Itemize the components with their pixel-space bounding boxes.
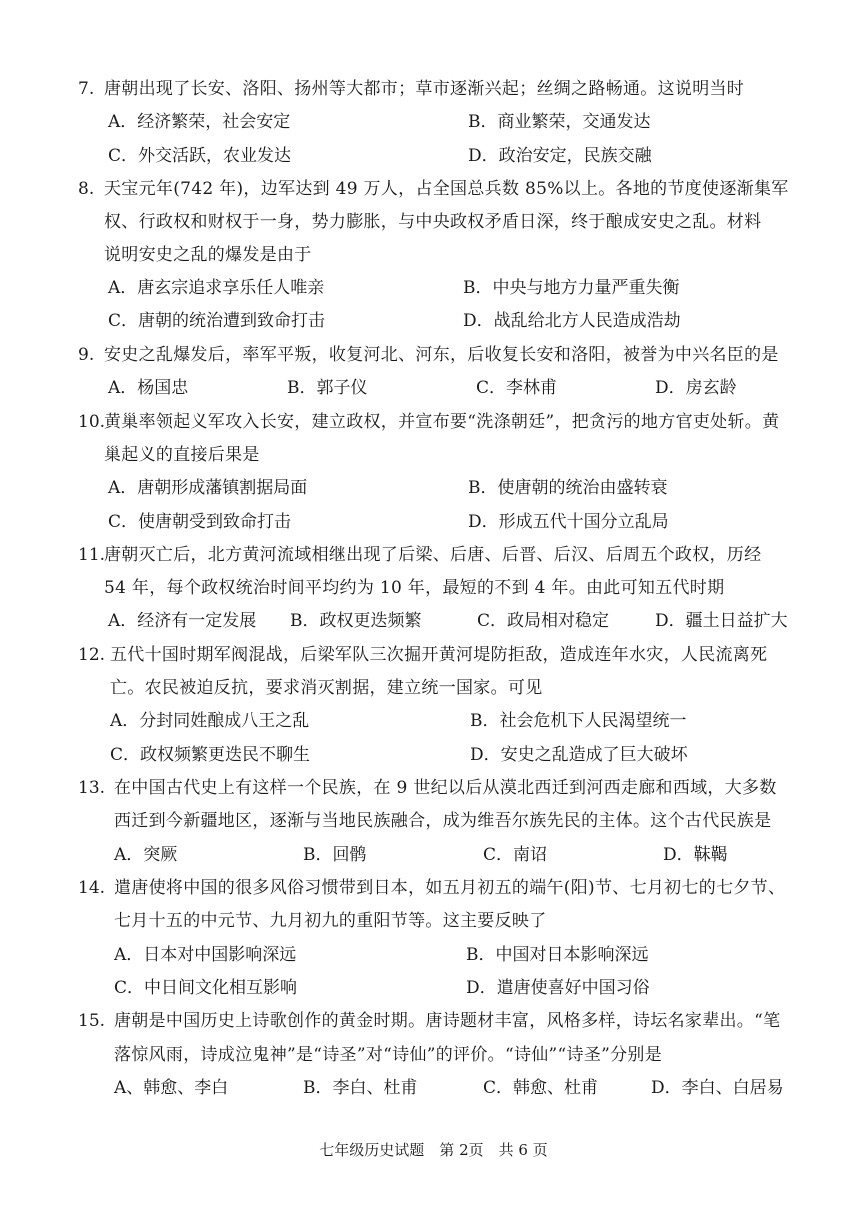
- option-a: A．唐朝形成藩镇割据局面: [108, 478, 308, 498]
- option-b: B．郭子仪: [287, 378, 368, 398]
- question-stem-line: 遣唐使将中国的很多风俗习惯带到日本，如五月初五的端午(阳)节、七月初七的七夕节、: [114, 878, 786, 898]
- option-a: A．唐玄宗追求享乐任人唯亲: [108, 278, 325, 298]
- option-a: A．经济繁荣，社会安定: [108, 112, 291, 132]
- question-stem-line: 落惊风雨，诗成泣鬼神”是“诗圣”对“诗仙”的评价。“诗仙”“诗圣”分别是: [114, 1045, 663, 1065]
- option-c: C．中日间文化相互影响: [114, 978, 298, 998]
- option-c: C．政权频繁更迭民不聊生: [110, 745, 311, 765]
- option-b: B．社会危机下人民渴望统一: [470, 711, 687, 731]
- question-stem-line: 五代十国时期军阀混战，后梁军队三次掘开黄河堤防拒敌，造成连年水灾，人民流离死: [110, 645, 768, 665]
- option-b: B．政权更迭频繁: [290, 611, 422, 631]
- question-stem-line: 亡。农民被迫反抗，要求消灭割据，建立统一国家。可见: [110, 678, 543, 698]
- option-b: B．李白、杜甫: [303, 1078, 418, 1098]
- option-b: B．中国对日本影响深远: [466, 945, 649, 965]
- question-stem-line: 唐朝出现了长安、洛阳、扬州等大都市；草市逐渐兴起；丝绸之路畅通。这说明当时: [104, 79, 745, 99]
- question-number: 14.: [78, 878, 106, 898]
- option-c: C．使唐朝受到致命打击: [108, 512, 292, 532]
- option-a: A．经济有一定发展: [108, 611, 257, 631]
- option-d: D．房玄龄: [655, 378, 737, 398]
- option-c: C．韩愈、杜甫: [483, 1078, 599, 1098]
- option-a: A．日本对中国影响深远: [114, 945, 297, 965]
- question-stem-line: 说明安史之乱的爆发是由于: [104, 245, 312, 265]
- page-footer: 七年级历史试题 第 2页 共 6 页: [319, 1141, 548, 1159]
- option-c: C．南诏: [483, 845, 548, 865]
- option-a: A．分封同姓酿成八王之乱: [110, 711, 310, 731]
- option-b: B．回鹘: [303, 845, 367, 865]
- option-c: C．李林甫: [476, 378, 558, 398]
- option-d: D．疆土日益扩大: [655, 611, 788, 631]
- question-number: 9.: [78, 345, 95, 365]
- question-stem-line: 在中国古代史上有这样一个民族，在 9 世纪以后从漠北西迁到河西走廊和西域，大多数: [114, 778, 777, 798]
- question-number: 11.: [78, 545, 106, 565]
- question-stem-line: 权、行政权和财权于一身，势力膨胀，与中央政权矛盾日深，终于酿成安史之乱。材料: [104, 212, 762, 232]
- question-number: 10.: [78, 412, 106, 432]
- question-number: 15.: [78, 1011, 106, 1031]
- option-c: C．唐朝的统治遭到致命打击: [108, 311, 326, 331]
- option-b: B．中央与地方力量严重失衡: [463, 278, 680, 298]
- option-d: D．靺鞨: [663, 845, 728, 865]
- question-number: 7.: [78, 79, 95, 99]
- option-d: D．形成五代十国分立乱局: [468, 512, 669, 532]
- option-d: D．战乱给北方人民造成浩劫: [463, 311, 681, 331]
- question-stem-line: 巢起义的直接后果是: [104, 445, 260, 465]
- question-stem-line: 唐朝灭亡后，北方黄河流域相继出现了后梁、后唐、后晋、后汉、后周五个政权，历经: [104, 545, 762, 565]
- question-stem-line: 西迁到今新疆地区，逐渐与当地民族融合，成为维吾尔族先民的主体。这个古代民族是: [114, 811, 772, 831]
- option-d: D．李白、白居易: [651, 1078, 784, 1098]
- question-stem-line: 安史之乱爆发后，率军平叛，收复河北、河东，后收复长安和洛阳，被誉为中兴名臣的是: [104, 345, 779, 365]
- question-number: 13.: [78, 778, 106, 798]
- option-d: D．政治安定，民族交融: [468, 146, 652, 166]
- question-stem-line: 黄巢率领起义军攻入长安，建立政权，并宣布要“洗涤朝廷”，把贪污的地方官吏处斩。黄: [104, 412, 780, 432]
- option-b: B．商业繁荣，交通发达: [468, 112, 651, 132]
- question-stem-line: 七月十五的中元节、九月初九的重阳节等。这主要反映了: [114, 911, 547, 931]
- option-d: D．遣唐使喜好中国习俗: [466, 978, 650, 998]
- option-c: C．外交活跃，农业发达: [108, 146, 292, 166]
- question-number: 8.: [78, 179, 95, 199]
- option-b: B．使唐朝的统治由盛转衰: [468, 478, 668, 498]
- option-d: D．安史之乱造成了巨大破坏: [470, 745, 688, 765]
- option-c: C．政局相对稳定: [477, 611, 610, 631]
- question-stem-line: 54 年，每个政权统治时间平均约为 10 年，最短的不到 4 年。由此可知五代时期: [104, 578, 725, 598]
- question-number: 12.: [78, 645, 106, 665]
- question-stem-line: 唐朝是中国历史上诗歌创作的黄金时期。唐诗题材丰富，风格多样，诗坛名家辈出。“笔: [114, 1011, 781, 1031]
- option-a: A、韩愈、李白: [114, 1078, 229, 1098]
- option-a: A．杨国忠: [108, 378, 189, 398]
- question-stem-line: 天宝元年(742 年)，边军达到 49 万人，占全国总兵数 85%以上。各地的节度使逐渐集军: [104, 179, 789, 199]
- option-a: A．突厥: [114, 845, 178, 865]
